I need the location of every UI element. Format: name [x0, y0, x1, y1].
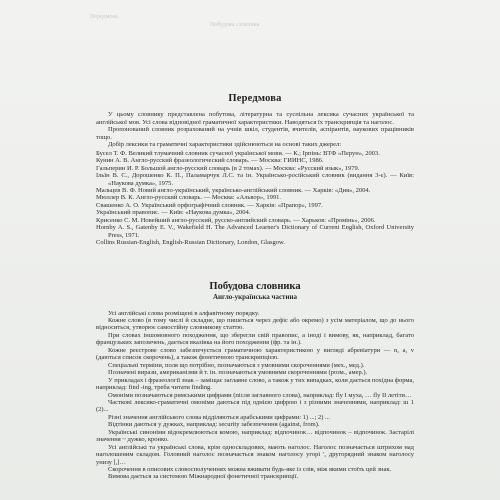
source-item: Collins Russian-English, English-Russian Dictionary, London, Glasgow. — [96, 239, 285, 247]
source-item: Мальцев В. Ф. Новий англо-український, українсько-англійський словник. — Харків: «Дия», 2004. — [96, 186, 371, 194]
source-item: Український правопис. — Київ: «Наукова думка», 2004. — [96, 209, 251, 217]
structure-paragraph: Позначені вирази, американізми й т. ін. позначаються умовними скороченнями (розм., амер.). — [108, 369, 368, 377]
preface-paragraph: Пропонований словник розрахований на учнів шкіл, студентів, вчителів, аспірантів, наукових працівників тощо. — [96, 126, 414, 141]
source-item: Свашенко А. О. Український орфографічний словник. — Харків: «Прапор», 1997. — [96, 201, 323, 209]
structure-paragraph: Усі англійські слова розміщені в алфавітному порядку. — [108, 309, 260, 317]
structure-paragraph: Відтінки даються у дужках, наприклад: security забезпечення (against, from). — [108, 421, 320, 429]
structure-paragraph: При словах іншомовного походження, що зберегли свій правопис, а іноді і вимову, як, наприклад, багато французьких запозичень, дається вказівка на його походження (фр. та ін.). — [96, 331, 414, 347]
structure-paragraph: У прикладах і фразеології знак – заміщає заглавне слово, а також у тих випадках, коли дається похідна форма, наприклад: find -ing, треба читати finding. — [96, 376, 414, 392]
structure-paragraph: Спеціальні терміни, поля що потрібно, позначаються з умовними скороченнями (мех., мед.). — [108, 361, 365, 369]
source-item: Гальперин И. Р. Большой англо-русский словарь (в 2 томах). — Москва: «Русский язык», 1979. — [96, 164, 360, 172]
source-item: Кунин А. В. Англо-русский фразеологический словарь. — Москва: ГИИНС, 1986. — [96, 157, 324, 165]
source-item: Бусел Т. Ф. Великий тлумачний словник сучасної української мови. — К.; Ірпінь: ВТФ «Перун», 2003. — [96, 149, 380, 157]
structure-paragraph: Українські синоніми відокремлюються комою, наприклад: відпочинок… відпочинок – відпочинок. Застарілі значення ~ дужко, кронко. — [96, 428, 414, 444]
preface-paragraph: У цьому словнику представлена побутова, літературна та суспільна лексика сучасних української та англійської мов. Усі слова відповідної граматичної характеристики. Наводяться їх транскрипція та наголос. — [96, 111, 414, 126]
structure-paragraph: Різні значення англійського слова відділяються арабськими цифрами: 1) ...; 2) ... — [108, 413, 330, 421]
bleed-through-text — [90, 14, 420, 29]
structure-paragraph: Кожне реєстрове слово забезпечується граматичною характеристикою у вигляді абревіатури — n, a, v (даються список скорочень), а також фонетичною транскрипцією. — [96, 346, 414, 362]
source-item: Hornby A. S., Gatenby E. V., Wakefield H. The Advanced Learner's Dictionary of Current English, Oxford University Press, 1971. — [96, 224, 414, 239]
source-item: Крисенко С. М. Новейший англо-русский, русско-английский словарь. — Харьков: «Промінь», 2006. — [96, 216, 376, 224]
structure-heading: Побудова словника — [209, 280, 301, 292]
structure-subheading: Англо-українська частина — [212, 293, 298, 302]
section-spacer — [96, 247, 414, 273]
structure-paragraph: Омоніми позначаються римськими цифрами (після заглавного слова), наприклад: fly I муха, … fly II летіти… — [108, 391, 412, 399]
source-item: Мюллер В. К. Англо-русский словарь. — Москва: «Альвор», 1991. — [96, 194, 281, 202]
source-item: Ільїн В. С., Дорошенко К. П., Паламарчук Л.С. та ін. Українсько-російський словник (видання 3-є). — Київ: «Наукова думка», 1975. — [96, 172, 414, 187]
structure-paragraph: Кожне слово (в тому числі й складне, що пишеться через дефіс або окремо) з усім матеріалом, що до нього відноситься, утворює самостійну словникову статтю. — [96, 316, 414, 332]
structure-paragraph: Частковi лексико-граматичні омоніми даються під однією цифрою і з різними значеннями, наприклад: ш 1 (2)... — [96, 398, 414, 414]
sources-list — [96, 150, 414, 247]
preface-heading: Передмова — [228, 93, 282, 104]
structure-paragraph: Вимова дається за системою Міжнародної фонетичної транскрипції. — [108, 473, 299, 481]
structure-paragraph: Скорочення в описових словосполученнях можна вживати будь-яке із слів, між якими стоїть цей знак. — [108, 466, 392, 474]
ghost-line: Побудова словника — [210, 21, 260, 28]
preface-paragraph: Добір лексики та граматичні характеристики здійснюються на основі таких джерел: — [108, 141, 342, 149]
document-content — [96, 95, 414, 481]
ghost-line: Передмова — [90, 14, 118, 20]
structure-paragraph: Усі англійські та українські слова, крім односкладових, мають наголос. Наголос позначається штрихом над наголошеним складом. Головний наголос позначається знаком наголосу угорі ', другорядний знаком наголосу унизу [,]… — [96, 443, 414, 466]
